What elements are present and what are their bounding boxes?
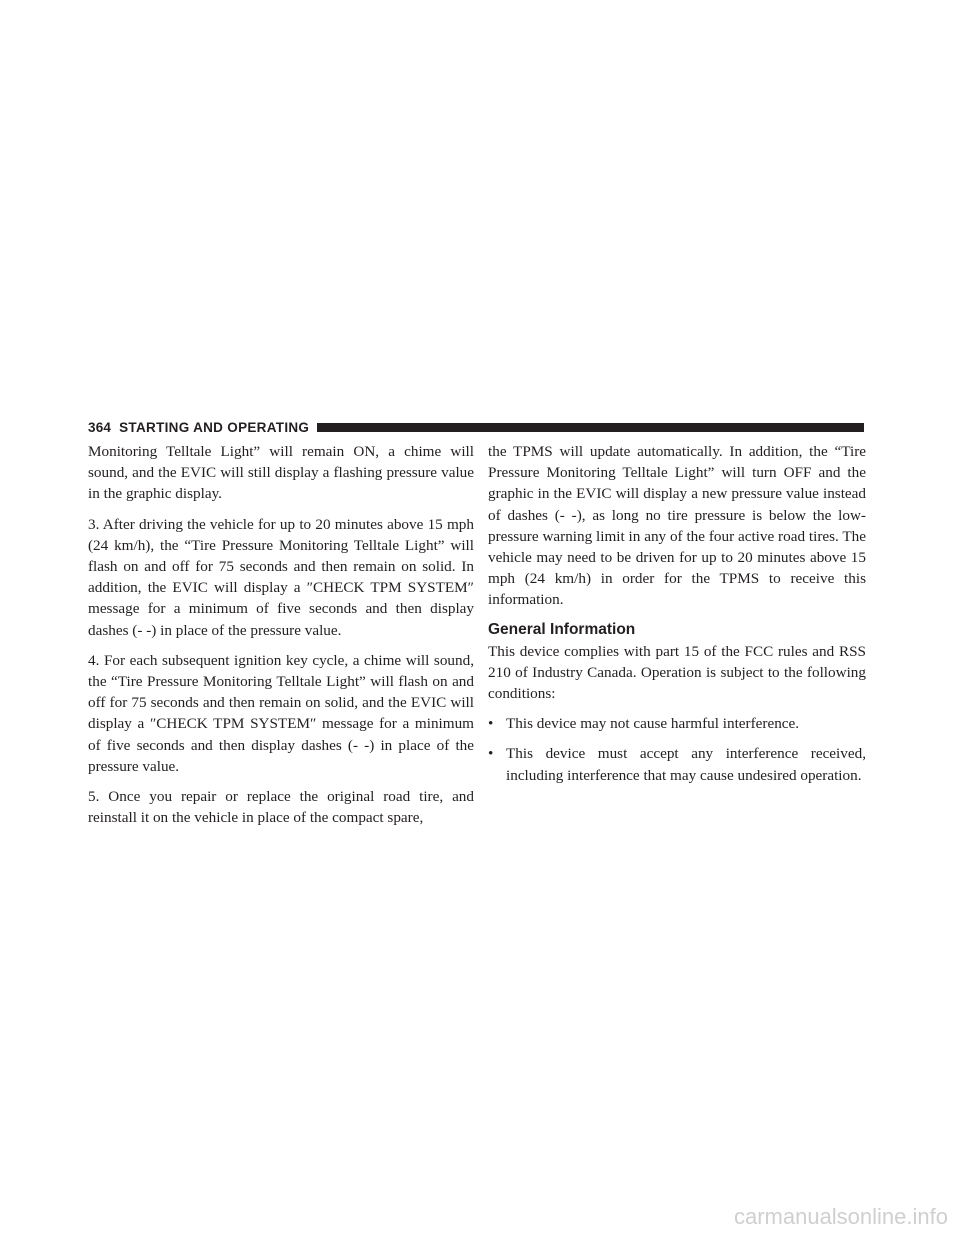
list-item-text: This device may not cause harmful interference. xyxy=(506,715,800,733)
header-rule xyxy=(317,423,864,432)
page-number: 364 xyxy=(88,419,112,435)
paragraph-step-5-continued: the TPMS will update automatically. In addition, the “Tire Pressure Monitoring Telltale Light” will turn OFF and the graphic in the EVIC will display a new pressure value instead of dashes (- -), as long no tire pressure is below the low-pressure warning limit in any of the four active road tires. The vehicle may need to be driven for up to 20 minutes above 15 mph (24 km/h) in order for the TPMS to receive this information. xyxy=(488,443,866,609)
watermark-text: carmanualsonline.info xyxy=(733,1204,948,1229)
left-column xyxy=(88,441,474,837)
compliance-paragraph: This device complies with part 15 of the FCC rules and RSS 210 of Industry Canada. Operation is subject to the following conditions: xyxy=(488,642,866,703)
list-item xyxy=(488,713,866,734)
list-item xyxy=(488,743,866,785)
section-title: STARTING AND OPERATING xyxy=(119,419,310,435)
paragraph-continued: Monitoring Telltale Light” will remain ON, a chime will sound, and the EVIC will still display a flashing pressure value in the graphic display. xyxy=(88,443,474,503)
general-information-heading: General Information xyxy=(488,620,636,638)
bullet-icon: • xyxy=(488,715,494,733)
paragraph-step-5: 5. Once you repair or replace the original road tire, and reinstall it on the vehicle in place of the compact spare, xyxy=(88,788,474,827)
paragraph-step-4: 4. For each subsequent ignition key cycle, a chime will sound, the “Tire Pressure Monitoring Telltale Light” will flash on and off for 75 seconds and then remain on solid, and the EVIC will display a ″CHECK TPM SYSTEM″ message for a minimum of five seconds and then display dashes (- -) in place of the pressure value. xyxy=(88,651,474,775)
right-column xyxy=(488,441,866,795)
paragraph-step-3: 3. After driving the vehicle for up to 20 minutes above 15 mph (24 km/h), the “Tire Pressure Monitoring Telltale Light” will flash on and off for 75 seconds and then remain on solid. In addition, the EVIC will display a ″CHECK TPM SYSTEM″ message for a minimum of five seconds and then display dashes (- -) in place of the pressure value. xyxy=(88,515,474,639)
page-header xyxy=(88,416,864,438)
conditions-list xyxy=(488,713,866,786)
bullet-icon: • xyxy=(488,745,494,763)
list-item-text: This device must accept any interference received, including interference that may cause undesired operation. xyxy=(506,745,866,784)
